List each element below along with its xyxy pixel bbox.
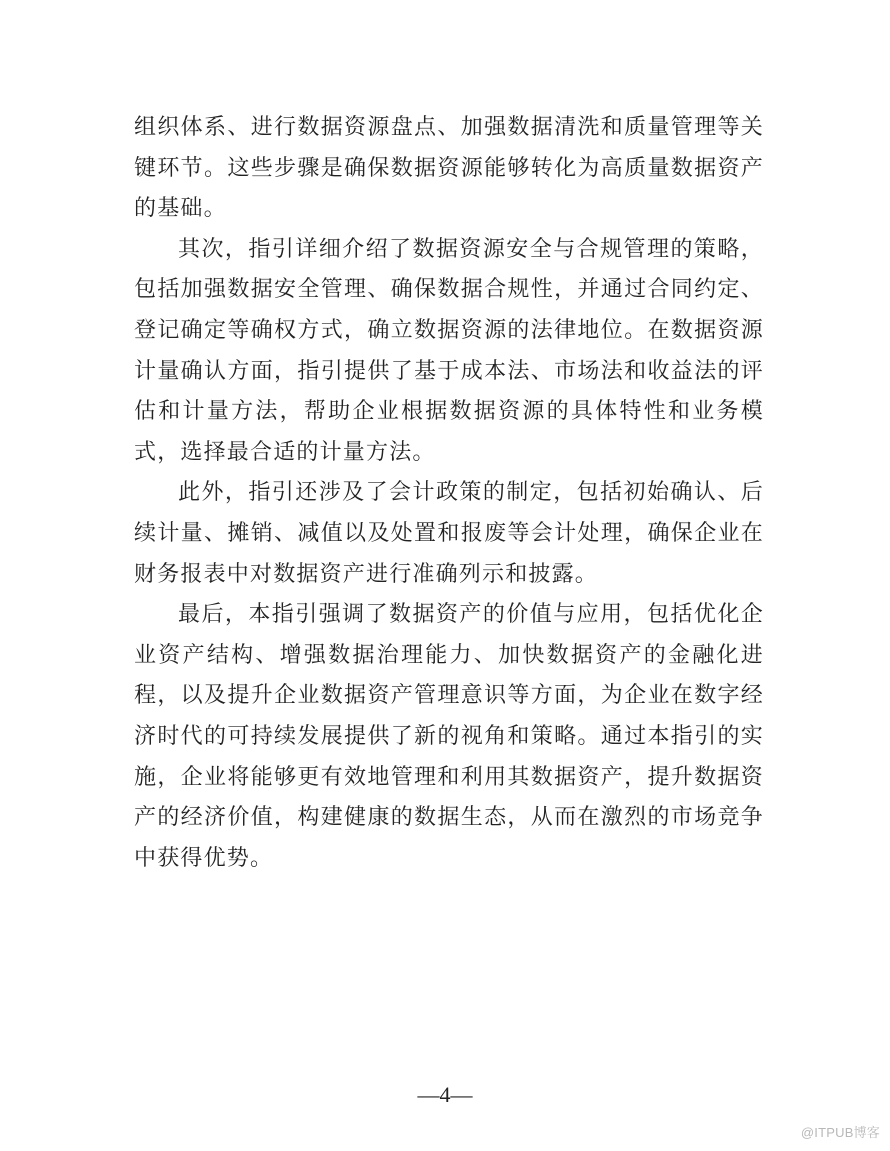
paragraph-1: 组织体系、进行数据资源盘点、加强数据清洗和质量管理等关键环节。这些步骤是确保数据资源能够转化为高质量数据资产的基础。	[134, 115, 764, 222]
paragraph-3: 此外，指引还涉及了会计政策的制定，包括初始确认、后续计量、摊销、减值以及处置和报废等会计处理，确保企业在财务报表中对数据资产进行准确列示和披露。	[134, 480, 764, 587]
paragraph-2: 其次，指引详细介绍了数据资源安全与合规管理的策略，包括加强数据安全管理、确保数据合规性，并通过合同约定、登记确定等确权方式，确立数据资源的法律地位。在数据资源计量确认方面，指引提供了基于成本法、市场法和收益法的评估和计量方法，帮助企业根据数据资源的具体特性和业务模式，选择最合适的计量方法。	[134, 236, 764, 465]
watermark: @ITPUB博客	[800, 1125, 880, 1140]
document-body	[134, 108, 764, 879]
paragraph-4: 最后，本指引强调了数据资产的价值与应用，包括优化企业资产结构、增强数据治理能力、加快数据资产的金融化进程，以及提升企业数据资产管理意识等方面，为企业在数字经济时代的可持续发展提供了新的视角和策略。通过本指引的实施，企业将能够更有效地管理和利用其数据资产，提升数据资产的经济价值，构建健康的数据生态，从而在激烈的市场竞争中获得优势。	[134, 602, 764, 871]
page-number: —4—	[417, 1082, 473, 1107]
